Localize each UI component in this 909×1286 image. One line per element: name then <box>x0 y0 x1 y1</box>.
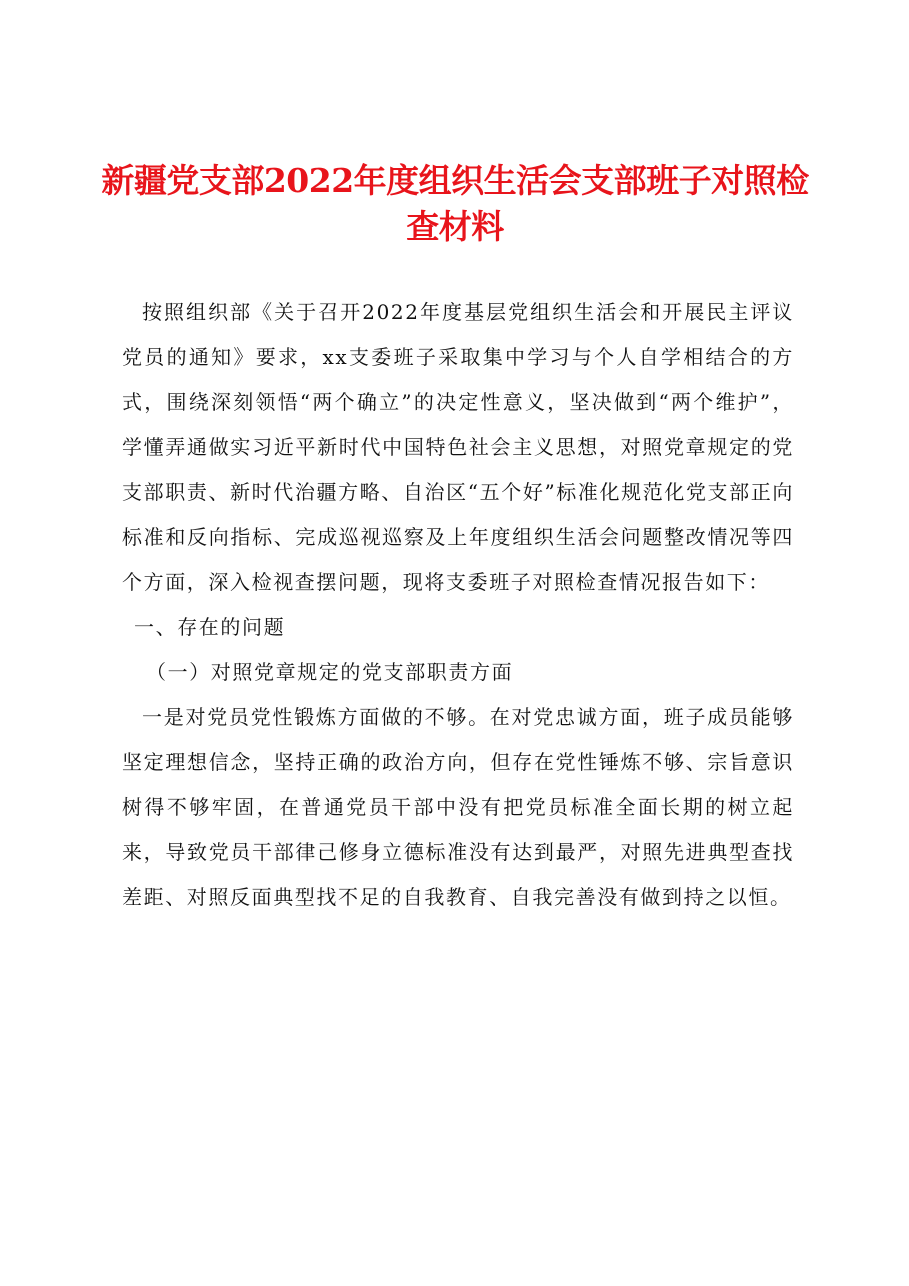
section-heading: 一、存在的问题 <box>134 615 286 639</box>
subsection-heading: （一）对照党章规定的党支部职责方面 <box>146 660 514 684</box>
body-paragraph: 一是对党员党性锻炼方面做的不够。在对党忠诚方面，班子成员能够坚定理想信念，坚持正确的政治方向，但存在党性锤炼不够、宗旨意识树得不够牢固，在普通党员干部中没有把党员标准全面长期的树立起来，导致党员干部律己修身立德标准没有达到最严，对照先进典型查找差距、对照反面典型找不足的自我教育、自我完善没有做到持之以恒。 <box>122 705 794 909</box>
document-title: 新疆党支部2022年度组织生活会支部班子对照检查材料 <box>101 161 809 246</box>
intro-paragraph: 按照组织部《关于召开2022年度基层党组织生活会和开展民主评议党员的通知》要求，xx支委班子采取集中学习与个人自学相结合的方式，围绕深刻领悟“两个确立”的决定性意义，坚决做到“两个维护”，学懂弄通做实习近平新时代中国特色社会主义思想，对照党章规定的党支部职责、新时代治疆方略、自治区“五个好”标准化规范化党支部正向标准和反向指标、完成巡视巡察及上年度组织生活会问题整改情况等四个方面，深入检视查摆问题，现将支委班子对照检查情况报告如下： <box>122 300 794 594</box>
document-body <box>122 290 794 920</box>
